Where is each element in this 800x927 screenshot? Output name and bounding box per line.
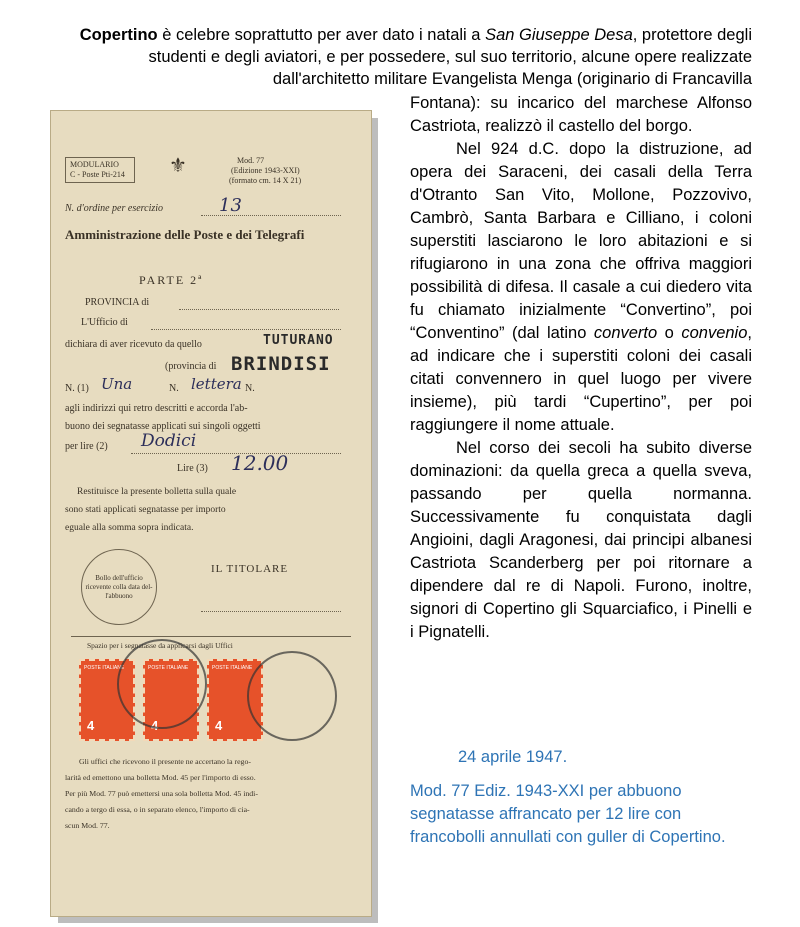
province-stamp: BRINDISI — [231, 353, 331, 375]
paragraph-1: Fontana): su incarico del marchese Alfonso Castriota, realizzò il castello del borgo. — [410, 94, 752, 135]
postage-stamp-1: POSTE ITALIANE 4 — [79, 659, 135, 741]
history-text — [410, 92, 752, 644]
town-name: Copertino — [79, 26, 158, 44]
modulario-box: MODULARIO C - Poste Pti-214 — [65, 157, 135, 183]
postage-stamp-3: POSTE ITALIANE 4 — [207, 659, 263, 741]
postal-form: MODULARIO C - Poste Pti-214 ⚜ Mod. 77 (Edizione 1943-XXI) (formato cm. 14 X 21) N. d'ordine per esercizio 13 Amministrazione delle Poste e dei Telegrafi PARTE 2ª PROVINCIA di L'Ufficio di dichiara di aver ricevuto da quello TUTURANO (provincia di BRINDISI N. (1) Una N. lettera N. agli indirizzi qui retro descritti e accorda l'ab- buono dei segnatasse applicati sui singoli oggetti per lire (2) Dodici Lire (3) 12.00 Restituisce la presente bolletta sulla quale sono stati applicati segnatasse per importo eguale alla somma sopra indicata. Bollo dell'ufficio ricevente colla data del- l'abbuono IL TITOLARE Spazio per i segnatasse da applicarsi dagli Uffici POSTE ITALIANE 4 POSTE ITALIANE 4 POSTE ITALIANE 4 Gli uffici che ricevono il presente ne accertano la rego- larità ed emettono una bolletta Mod. 45 per l'importo di esso. Per più Mod. 77 può emettersi una sola bolletta Mod. 45 indi- cando a tergo di essa, o in separato elenco, l'importo di cia- scun Mod. 77. — [50, 110, 372, 917]
intro-paragraph — [60, 24, 752, 90]
town-stamp: TUTURANO — [263, 333, 334, 348]
paragraph-3: Nel corso dei secoli ha subito diverse dominazioni: da quella greca a quella sveva, passando per quella normanna. Successivamente fu conquistata dagli Angioini, dagli Aragonesi, dai principi albanesi Castriota Scanderberg per poi ritornare a dipendere dal re di Napoli. Furono, inoltre, signori di Copertino gli Squarciafico, i Pinelli e i Pignatelli. — [410, 439, 752, 641]
paragraph-2: Nel 924 d.C. dopo la distruzione, ad opera dei Saraceni, dei casali della Terra d'Otranto San Vito, Mollone, Pozzovivo, Cambrò, Santa Barbara e Cilliano, i coloni superstiti lasciarono le loro abitazioni e si rifugiarono in una zona che offriva maggiori possibilità di difesa. Il casale a cui diedero vita fu chiamato inizialmente “Convertino”, poi “Conventino” (dal latino converto o convenio, ad indicare che i superstiti coloni dei casali citati convennero in quel luogo per vivere insieme), più tardi “Cupertino”, per poi raggiungere il nome attuale. — [410, 140, 752, 434]
postage-stamp-2: POSTE ITALIANE 4 — [143, 659, 199, 741]
postmark-circle-2 — [247, 651, 337, 741]
caption-text: Mod. 77 Ediz. 1943-XXI per abbuono segnatasse affrancato per 12 lire con francobolli annullati con guller di Copertino. — [410, 782, 726, 846]
intro-text-a: è celebre soprattutto per aver dato i natali a — [157, 26, 486, 44]
emblem-icon: ⚜ — [169, 155, 187, 177]
saint-name: San Giuseppe Desa — [485, 26, 633, 44]
caption-date: 24 aprile 1947. — [458, 748, 568, 766]
document-image — [50, 110, 380, 925]
form-heading: Amministrazione delle Poste e dei Telegrafi — [65, 227, 305, 242]
postmark-circle-1 — [117, 639, 207, 729]
intro-text-b: , protettore degli studenti e degli aviatori, e per possedere, sul suo territorio, alcune opere realizzate dall'architetto militare Evangelista Menga (originario di Francavilla — [148, 26, 752, 88]
office-seal-circle: Bollo dell'ufficio ricevente colla data del- l'abbuono — [81, 549, 157, 625]
